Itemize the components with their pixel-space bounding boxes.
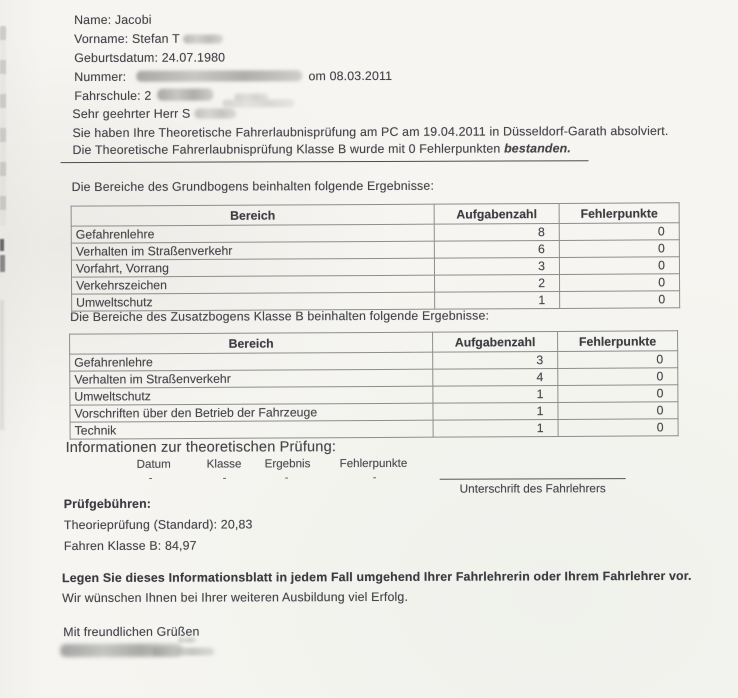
cell-aufgabenzahl: 3 <box>433 351 558 369</box>
redaction-blur <box>183 35 223 44</box>
result-passed-text: bestanden. <box>504 141 572 156</box>
cell-bereich: Vorschriften über den Betrieb der Fahrzeuge <box>70 403 433 422</box>
cell-bereich: Vorfahrt, Vorrang <box>71 258 434 277</box>
exam-info-sentence: Sie haben Ihre Theoretische Fahrerlaubnisprüfung am PC am 19.04.2011 in Düsseldorf-Garath absolviert. <box>72 123 669 141</box>
cell-fehlerpunkte: 0 <box>558 368 678 386</box>
cell-aufgabenzahl: 1 <box>435 291 560 309</box>
cell-bereich: Verkehrszeichen <box>72 275 435 294</box>
column-header-bereich: Bereich <box>70 332 433 354</box>
info-value-fehlerpunkte: - <box>372 469 377 484</box>
cell-aufgabenzahl: 6 <box>434 240 559 258</box>
info-column-fehlerpunkte: Fehlerpunkte <box>339 456 408 471</box>
cell-fehlerpunkte: 0 <box>559 257 679 275</box>
birthdate-line: Geburtsdatum: 24.07.1980 <box>74 50 226 66</box>
exam-result-sentence <box>60 139 589 163</box>
recipient-name-line: Name: Jacobi <box>74 12 152 28</box>
cell-aufgabenzahl: 1 <box>433 385 558 403</box>
grundbogen-intro: Die Bereiche des Grundbogens beinhalten folgende Ergebnisse: <box>71 178 435 195</box>
info-column-klasse: Klasse <box>206 457 242 471</box>
cell-aufgabenzahl: 8 <box>434 223 559 241</box>
fee-theory-line: Theorieprüfung (Standard): 20,83 <box>63 517 253 533</box>
number-date-text: om 08.03.2011 <box>308 68 393 84</box>
cell-fehlerpunkte: 0 <box>558 402 678 420</box>
fee-driving-line: Fahren Klasse B: 84,97 <box>63 538 197 554</box>
instructor-signature-line: Unterschrift des Fahrlehrers <box>440 478 626 496</box>
cell-aufgabenzahl: 1 <box>433 402 558 420</box>
cell-bereich: Gefahrenlehre <box>71 224 434 243</box>
cell-fehlerpunkte: 0 <box>558 419 678 437</box>
number-line <box>74 67 392 87</box>
cell-bereich: Umweltschutz <box>70 386 433 405</box>
cell-fehlerpunkte: 0 <box>559 223 679 241</box>
number-label: Nummer: <box>74 69 127 85</box>
info-value-datum: - <box>148 470 153 485</box>
cell-bereich: Verhalten im Straßenverkehr <box>71 241 434 260</box>
column-header-fehlerpunkte: Fehlerpunkte <box>559 203 679 224</box>
grundbogen-table <box>71 202 681 311</box>
cell-aufgabenzahl: 1 <box>433 419 558 437</box>
zusatzbogen-intro: Die Bereiche des Zusatzbogens Klasse B beinhalten folgende Ergebnisse: <box>70 308 490 325</box>
info-column-datum: Datum <box>136 457 171 471</box>
regards-line: Mit freundlichen Grüßen <box>63 624 200 640</box>
redaction-blur <box>157 89 213 101</box>
redaction-blur <box>194 108 236 118</box>
cell-aufgabenzahl: 3 <box>434 257 559 275</box>
table-row <box>70 419 678 439</box>
info-section-title: Informationen zur theoretischen Prüfung: <box>65 439 337 457</box>
column-header-fehlerpunkte: Fehlerpunkte <box>558 331 678 352</box>
cell-aufgabenzahl: 2 <box>434 274 559 292</box>
cell-bereich: Umweltschutz <box>72 292 435 311</box>
sender-signature-blur <box>178 638 196 643</box>
zusatzbogen-table <box>69 330 679 439</box>
firstname-text: Vorname: Stefan T <box>74 31 180 47</box>
sender-signature-blur <box>152 648 214 656</box>
info-value-ergebnis: - <box>284 470 289 485</box>
column-header-aufgabenzahl: Aufgabenzahl <box>434 203 559 224</box>
cell-bereich: Technik <box>70 420 433 439</box>
good-luck-line: Wir wünschen Ihnen bei Ihrer weiteren Ausbildung viel Erfolg. <box>62 589 409 606</box>
redaction-blur <box>136 70 302 82</box>
recipient-firstname-line <box>74 30 223 50</box>
column-header-aufgabenzahl: Aufgabenzahl <box>433 331 558 352</box>
greeting-text: Sehr geehrter Herr S <box>72 106 191 122</box>
cell-fehlerpunkte: 0 <box>559 240 679 258</box>
column-header-bereich: Bereich <box>71 204 434 226</box>
cell-fehlerpunkte: 0 <box>558 351 678 369</box>
cell-bereich: Gefahrenlehre <box>70 352 433 371</box>
cell-bereich: Verhalten im Straßenverkehr <box>70 369 433 388</box>
cell-fehlerpunkte: 0 <box>558 385 678 403</box>
info-column-ergebnis: Ergebnis <box>264 457 311 471</box>
driving-school-label: Fahrschule: 2 <box>74 88 152 104</box>
cell-aufgabenzahl: 4 <box>433 368 558 386</box>
cell-fehlerpunkte: 0 <box>559 274 679 292</box>
greeting-line <box>72 104 236 124</box>
cell-fehlerpunkte: 0 <box>560 291 680 309</box>
result-sentence-text: Die Theoretische Fahrerlaubnisprüfung Klasse B wurde mit 0 Fehlerpunkten <box>72 141 505 158</box>
info-value-klasse: - <box>222 470 227 485</box>
fees-title: Prüfgebühren: <box>63 496 152 512</box>
important-notice: Legen Sie dieses Informationsblatt in jedem Fall umgehend Ihrer Fahrlehrerin oder Ihrem Fahrlehrer vor. <box>61 568 692 586</box>
